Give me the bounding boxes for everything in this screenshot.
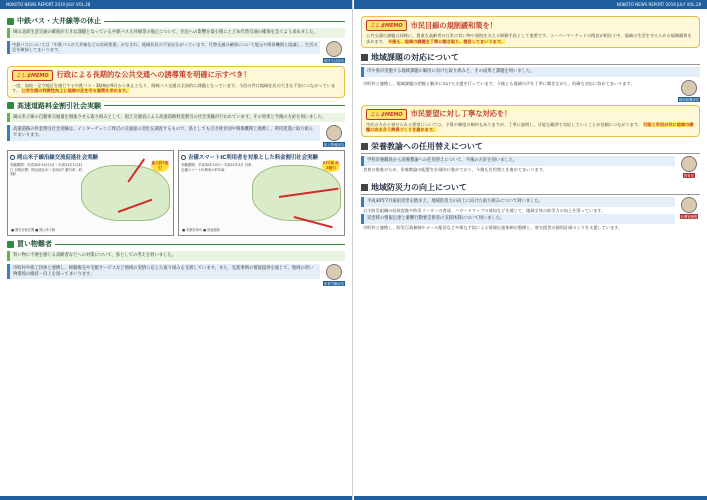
avatar	[323, 125, 345, 147]
answer-text: 市町村と連携し、地域課題の把握と解決に向けた支援を行っています。今後とも地域の声を丁寧に聞きながら、的確な対応に努めてまいります。	[363, 80, 635, 86]
section-disaster-title: 地域防災力の向上について	[371, 182, 467, 192]
official-name-label: 地域振興部長	[678, 97, 700, 102]
section-marker-icon	[7, 102, 14, 109]
official-name-label: 産業労働部長	[323, 281, 345, 286]
memo-title: 市民目線の規制緩和策を！	[410, 20, 497, 30]
answer-text: 自主防災組織の結成促進や防災リーダーの育成、ハザードマップの周知などを通じて、地域全体の防災力の向上を図っています。	[363, 207, 606, 213]
map-legend: ■ 割引対象区間 ■ 岡山米子線	[11, 228, 56, 233]
official-portrait-icon	[681, 156, 697, 172]
official-portrait-icon	[326, 264, 342, 280]
question-text: 平成30年7月豪雨災害を踏まえ、地域防災力の向上に向けた取り組みについて伺いました。	[361, 197, 675, 207]
answer-bus	[7, 41, 345, 63]
divider	[55, 244, 345, 245]
section-marker-icon	[361, 54, 368, 61]
official-portrait-icon	[326, 125, 342, 141]
avatar	[678, 80, 700, 102]
qa-highway	[7, 113, 345, 123]
memo-panel-3	[361, 105, 700, 137]
answer-text: 食育の推進のため、栄養教諭の配置を計画的に進めており、今後も任用替えを進めてまいります。	[363, 166, 547, 172]
memo-body-text: 一度、高校・足守地区を運行する中鉄バス・3路線が9月から休止となり、路線バス交通は全国的に課題となっています。今回の件は地域住民の大きな不安につながっています。	[12, 82, 336, 94]
map-title: 吉備スマートIC利用者を対象とした料金割引社会実験	[188, 155, 318, 162]
discount-badge: ETC車 約3割引	[323, 161, 339, 171]
memo-tag: こしまMEMO	[366, 109, 407, 120]
prefecture-map-shape	[81, 165, 170, 221]
answer-region	[361, 80, 700, 102]
divider	[104, 21, 345, 22]
avatar	[323, 41, 345, 63]
qa-shopping	[7, 251, 345, 261]
memo-tag: こしまMEMO	[12, 70, 53, 81]
map-legend: ■ 実験対象IC ■ 高速道路	[182, 228, 220, 233]
divider	[104, 105, 345, 106]
section-shopping-heading	[7, 239, 345, 249]
memo-body-text: 市民の方から寄せられる要望については、予算や制度の制約もありますが、丁寧に説明し、可能な範囲で対応していくことが信頼につながります。	[366, 121, 642, 127]
map-title: 岡山米子線沿線交流促進社会実験	[17, 155, 98, 162]
official-portrait-icon	[326, 41, 342, 57]
answer-text: 中鉄バスについては「中鉄バスの大井線などの存続要望」がなされ、地域住民の不安が広がっています。代替交通の確保について地元や関係機関と協議し、生活の足を確保してまいります。	[7, 41, 320, 54]
memo-tag: こしまMEMO	[366, 20, 407, 31]
map-info: 実験期間：平成30年10月1日～平成31年1月31日 対象区間：岡山総社IC～北房JCT 割引率：約3割	[10, 163, 83, 176]
circle-bullet-icon	[181, 155, 186, 160]
answer-shopping	[7, 264, 345, 286]
right-header-text: NOKOTO NEWS REPORT 2019 JULY VOL.28	[616, 2, 701, 7]
left-header-bar	[0, 0, 352, 9]
right-header-bar	[354, 0, 707, 9]
left-header-text: NOKOTO NEWS REPORT 2019 JULY VOL.28	[6, 2, 91, 7]
memo-body-text: 公共交通の課題は同様に、貴重な高齢者の日常の買い物や通院を支える移動手段として重要です。スーパーマーケットの閉店が相次ぐ中、地域の生活を守るための規制緩和を求めます。	[366, 33, 692, 44]
memo-highlight: 行政と市民が共に地域の課題に向き合う関係づくりを進めます。	[366, 121, 694, 133]
qa-region	[361, 67, 700, 77]
question-text: 学校栄養職員から栄養教諭への任用替えについて、今後の方針を伺いました。	[361, 156, 675, 166]
answer-text: 市町村と連携し、防災行政無線やメール配信など多様な手段による情報伝達体制の整備と、要支援者の個別計画づくりを支援しています。	[363, 224, 623, 230]
map-card-kibi-smart-ic	[178, 150, 345, 236]
footer-bar	[0, 496, 352, 500]
question-text: 買い物に不便を感じる高齢者などへの対策について、県としての考えを伺いました。	[7, 251, 345, 261]
question-text: 岡山米子線の自動車交通量を増加させる取り組みとして、国土交通省による高速道路料金割引の社会実験が行われています。その効果と今後の方針を伺いました。	[7, 113, 345, 123]
official-name-label: 教育長	[683, 173, 695, 178]
section-highway-title: 高速道路料金割引社会実験	[17, 101, 101, 110]
section-marker-icon	[361, 143, 368, 150]
map-info: 実験期間：平成30年10月～平成31年3月 対象：吉備スマートIC利用のETC車	[181, 163, 255, 172]
memo-title: 行政による長期的な公共交通への誘導策を明確に示すべき！	[56, 70, 251, 80]
left-page	[0, 0, 353, 500]
section-region-heading	[361, 52, 700, 65]
map-card-okayama-yonago	[7, 150, 174, 236]
official-name-label: 危機管理監	[680, 214, 698, 219]
answer-highway	[7, 125, 345, 147]
section-marker-icon	[7, 241, 14, 248]
avatar	[678, 197, 700, 219]
right-page	[354, 0, 707, 500]
footer-bar	[354, 496, 707, 500]
section-disaster-heading	[361, 182, 700, 195]
section-marker-icon	[7, 18, 14, 25]
circle-bullet-icon	[10, 155, 15, 160]
memo-panel-1	[7, 66, 345, 98]
answer-text: 市町村や商工団体と連携し、移動販売や宅配サービスなど地域の実情に応じた取り組みを支援しています。また、先進事例の情報提供を通じて、地域の買い物環境の維持・向上を図ってまいります。	[7, 264, 320, 279]
section-bus-title: 中鉄バス・大井線等の休止	[17, 17, 101, 25]
question-text: 災害時の情報伝達と避難行動要支援者の支援体制について伺いました。	[361, 214, 675, 224]
qa-bus	[7, 28, 345, 38]
official-name-label: 県民生活部長	[323, 58, 345, 63]
section-nutrition-heading	[361, 141, 700, 154]
qa-disaster	[361, 197, 700, 231]
memo-panel-2	[361, 16, 700, 48]
section-shopping-title: 買い物難者	[17, 240, 52, 249]
official-name-label: 県土整備部長	[323, 143, 345, 148]
memo-highlight: 公共交通の利便性向上と地域の足を守る施策を求めます。	[21, 88, 130, 94]
official-portrait-icon	[681, 80, 697, 96]
qa-nutrition	[361, 156, 700, 178]
avatar	[323, 264, 345, 286]
official-portrait-icon	[681, 197, 697, 213]
map-figures	[7, 150, 345, 236]
section-region-title: 地域課題の対応について	[371, 53, 459, 63]
answer-text: 高速道路の料金割引社会実験は、インターチェンジ周辺の交通量の変化を調査するもので、県としても引き続き国や関係機関と連携し、利用促進に取り組んでまいります。	[7, 125, 320, 140]
section-highway-heading	[7, 101, 345, 111]
discount-badge: 最大約7割引	[151, 161, 169, 171]
memo-highlight: 今後も、地域の課題を丁寧に聞き取り、提言してまいります。	[387, 38, 505, 44]
avatar	[678, 156, 700, 178]
question-text: 市や県が実施する地域課題の解決に向けた取り組みと、その成果と課題を伺いました。	[361, 67, 700, 77]
section-nutrition-title: 栄養教諭への任用替えについて	[371, 141, 483, 151]
question-text: 岡山北部生活交通の確保が大きな課題となっている中鉄バス大井線等の廃止について、住民への影響を最小限にとどめ代替交通の確保を急ぐよう求めました。	[7, 28, 345, 38]
memo-title: 市民要望に対し丁寧な対応を！	[410, 109, 512, 119]
section-bus-heading	[7, 16, 345, 26]
section-marker-icon	[361, 184, 368, 191]
